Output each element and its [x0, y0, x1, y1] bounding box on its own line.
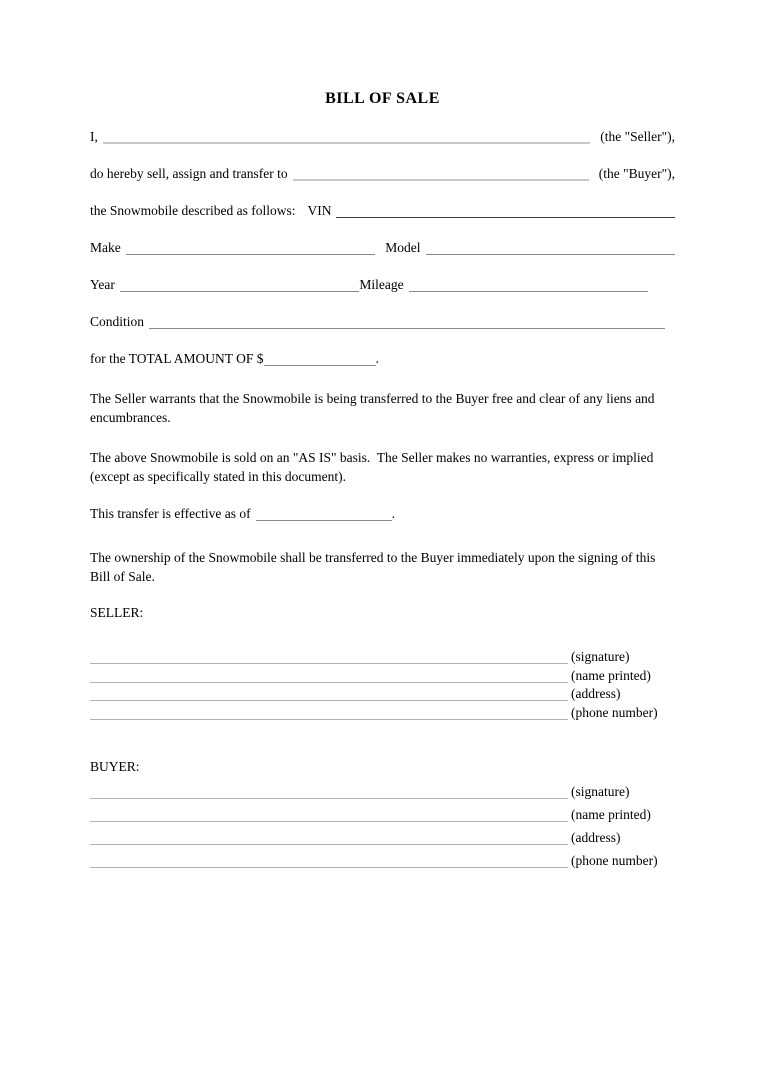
buyer-signature-row [90, 780, 675, 803]
phone-number-label: (phone number) [571, 853, 658, 868]
make-field[interactable] [126, 254, 376, 255]
vin-label: VIN [307, 203, 332, 218]
vin-row [90, 202, 675, 220]
amount-prefix: for the TOTAL AMOUNT OF $ [90, 351, 264, 366]
model-label: Model [385, 240, 421, 255]
mileage-label: Mileage [359, 277, 404, 292]
seller-heading: SELLER: [90, 605, 144, 620]
name-printed-label: (name printed) [571, 807, 651, 822]
buyer-name-field[interactable] [293, 179, 589, 181]
seller-phone-field[interactable] [90, 719, 568, 720]
buyer-heading: BUYER: [90, 759, 140, 774]
warranty-paragraph: The Seller warrants that the Snowmobile is being transferred to the Buyer free and clear of any liens and encumbrances. [90, 391, 658, 425]
buyer-name-printed-field[interactable] [90, 821, 568, 822]
page-title: BILL OF SALE [325, 90, 440, 107]
seller-name-printed-row [90, 667, 675, 686]
buyer-phone-field[interactable] [90, 867, 568, 868]
seller-phone-row [90, 704, 675, 723]
year-field[interactable] [120, 291, 359, 292]
amount-field[interactable] [264, 365, 376, 366]
seller-name-field[interactable] [103, 142, 590, 144]
bill-of-sale-document [0, 90, 768, 1084]
seller-signature-row [90, 648, 675, 667]
ownership-paragraph: The ownership of the Snowmobile shall be transferred to the Buyer immediately upon the signing of this Bill of Sale. [90, 550, 659, 584]
seller-intro-row [90, 128, 675, 146]
amount-row [90, 350, 675, 368]
signature-label: (signature) [571, 649, 630, 664]
seller-name-printed-field[interactable] [90, 682, 568, 683]
name-printed-label: (name printed) [571, 667, 651, 683]
seller-signature-field[interactable] [90, 663, 568, 664]
amount-period: . [375, 351, 379, 366]
buyer-address-field[interactable] [90, 844, 568, 845]
address-label: (address) [571, 830, 621, 845]
year-label: Year [90, 277, 115, 292]
seller-address-row [90, 685, 675, 704]
vin-field[interactable] [336, 217, 675, 218]
buyer-transfer-row [90, 165, 675, 183]
condition-field[interactable] [149, 328, 665, 329]
seller-signature-block [90, 648, 675, 722]
make-label: Make [90, 240, 121, 255]
buyer-designation: (the "Buyer"), [598, 166, 675, 181]
seller-designation: (the "Seller"), [600, 129, 675, 144]
as-is-paragraph: The above Snowmobile is sold on an "AS IS" basis. The Seller makes no warranties, express or implied (except as specifically stated in this document). [90, 450, 657, 484]
buyer-address-row [90, 826, 675, 849]
seller-address-field[interactable] [90, 700, 568, 701]
mileage-field[interactable] [409, 291, 648, 292]
described-label: the Snowmobile described as follows: [90, 203, 296, 218]
buyer-name-printed-row [90, 803, 675, 826]
signature-label: (signature) [571, 784, 630, 799]
buyer-phone-row [90, 849, 675, 872]
effective-date-row [90, 505, 675, 523]
buyer-signature-block [90, 780, 675, 872]
condition-label: Condition [90, 314, 145, 329]
year-mileage-row [90, 276, 675, 294]
address-label: (address) [571, 686, 621, 701]
intro-prefix: I, [90, 129, 98, 144]
model-field[interactable] [426, 254, 676, 255]
effective-period: . [391, 506, 395, 521]
phone-number-label: (phone number) [571, 704, 658, 720]
transfer-prefix: do hereby sell, assign and transfer to [90, 166, 288, 181]
effective-prefix: This transfer is effective as of [90, 506, 251, 521]
condition-row [90, 313, 675, 331]
effective-date-field[interactable] [256, 520, 392, 521]
make-model-row [90, 239, 675, 257]
buyer-signature-field[interactable] [90, 798, 568, 799]
